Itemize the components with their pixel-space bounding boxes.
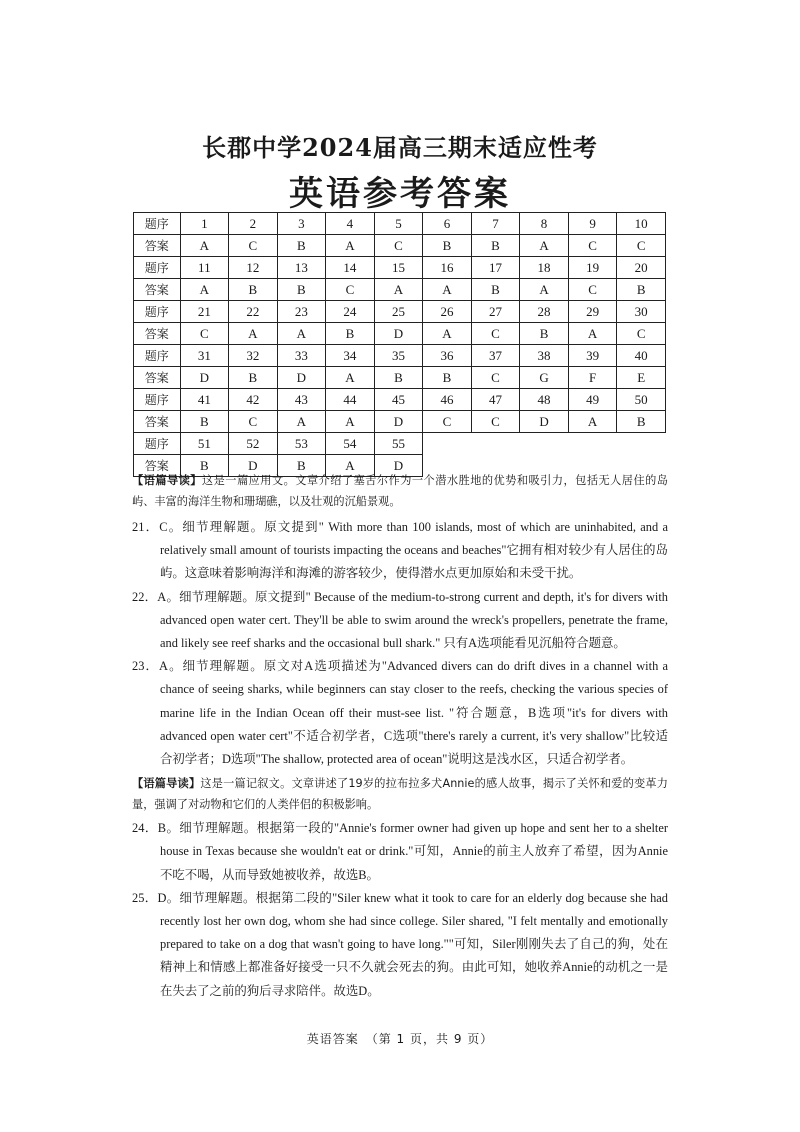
passage-intro-2 (132, 773, 668, 815)
answer-row (134, 235, 666, 257)
question-number-cell: 27 (471, 301, 520, 323)
answer-cell: B (423, 367, 472, 389)
question-number-cell: 34 (326, 345, 375, 367)
question-number-cell: 3 (277, 213, 326, 235)
subject-title: 英语参考答案 (289, 174, 511, 214)
question-number-cell: 41 (180, 389, 229, 411)
row-label: 答案 (134, 279, 181, 301)
question-number-cell: 4 (326, 213, 375, 235)
answer-cell: C (471, 411, 520, 433)
answer-cell: B (520, 323, 569, 345)
question-number-cell: 30 (617, 301, 666, 323)
question-number-cell: 29 (568, 301, 617, 323)
answer-cell: C (374, 235, 423, 257)
answer-cell: B (180, 455, 229, 477)
answer-cell: A (229, 323, 278, 345)
question-number-cell: 33 (277, 345, 326, 367)
answer-cell: A (568, 323, 617, 345)
question-number-cell: 38 (520, 345, 569, 367)
answer-cell: A (326, 455, 375, 477)
question-number-cell: 18 (520, 257, 569, 279)
answer-row (134, 367, 666, 389)
answer-cell: B (180, 411, 229, 433)
answer-cell: B (277, 455, 326, 477)
answer-cell: C (326, 279, 375, 301)
explanation-q21: 21．C。细节理解题。原文提到" With more than 100 islands, most of which are uninhabited, and a relatively small amount of tourists impacting the oceans and beaches"它拥有相对较少有人居住的岛屿。这意味着影响海洋和海滩的游客较少，使得潜水点更加原始和未受干扰。 (132, 520, 668, 581)
question-number-cell: 12 (229, 257, 278, 279)
row-label: 题序 (134, 257, 181, 279)
question-number-cell: 13 (277, 257, 326, 279)
answer-cell: B (471, 235, 520, 257)
question-number-cell: 1 (180, 213, 229, 235)
question-number-cell: 32 (229, 345, 278, 367)
answer-cell: B (617, 279, 666, 301)
answer-cell: C (568, 279, 617, 301)
answer-cell: B (229, 367, 278, 389)
empty-cell (423, 433, 666, 455)
question-number-cell: 7 (471, 213, 520, 235)
answer-cell: B (471, 279, 520, 301)
answer-cell: C (617, 323, 666, 345)
question-number-cell: 48 (520, 389, 569, 411)
answer-cell: D (180, 367, 229, 389)
row-label: 答案 (134, 367, 181, 389)
question-number-cell: 5 (374, 213, 423, 235)
answer-cell: G (520, 367, 569, 389)
answer-cell: A (326, 367, 375, 389)
question-number-cell: 39 (568, 345, 617, 367)
row-label: 题序 (134, 345, 181, 367)
answer-cell: A (520, 235, 569, 257)
question-number-cell: 16 (423, 257, 472, 279)
answer-cell: A (423, 279, 472, 301)
question-number-cell: 26 (423, 301, 472, 323)
row-label: 答案 (134, 323, 181, 345)
question-number-cell: 55 (374, 433, 423, 455)
answer-cell: C (423, 411, 472, 433)
question-number-cell: 6 (423, 213, 472, 235)
question-number-cell: 15 (374, 257, 423, 279)
answer-cell: A (180, 279, 229, 301)
question-number-cell: 43 (277, 389, 326, 411)
answer-cell: B (229, 279, 278, 301)
question-row (134, 257, 666, 279)
question-number-cell: 23 (277, 301, 326, 323)
question-number-cell: 31 (180, 345, 229, 367)
question-number-cell: 44 (326, 389, 375, 411)
question-number-cell: 35 (374, 345, 423, 367)
answer-cell: D (374, 411, 423, 433)
question-number-cell: 8 (520, 213, 569, 235)
question-row (134, 433, 666, 455)
question-row (134, 389, 666, 411)
answer-cell: C (568, 235, 617, 257)
answer-cell: A (277, 323, 326, 345)
question-number-cell: 36 (423, 345, 472, 367)
explanation-q22: 22．A。细节理解题。原文提到" Because of the medium-to-strong current and depth, it's for divers with advanced open water cert. They'll be able to swim around the wreck's propellers, penetrate the frame, and likely see reef sharks and the occasional bull shark." 只有A选项能看见沉船符合题意。 (132, 589, 668, 651)
question-number-cell: 10 (617, 213, 666, 235)
answer-row (134, 411, 666, 433)
explanation-q24: 24．B。细节理解题。根据第一段的"Annie's former owner had given up hope and sent her to a shelter house in Texas because she wouldn't eat or drink."可知，Annie的前主人放弃了希望，因为Annie不吃不喝，从而导致她被收养，故选B。 (132, 821, 668, 882)
answer-cell: B (617, 411, 666, 433)
question-number-cell: 52 (229, 433, 278, 455)
question-number-cell: 14 (326, 257, 375, 279)
question-number-cell: 11 (180, 257, 229, 279)
answer-cell: A (326, 235, 375, 257)
question-number-cell: 25 (374, 301, 423, 323)
answer-cell: C (180, 323, 229, 345)
question-number-cell: 28 (520, 301, 569, 323)
answer-cell: B (423, 235, 472, 257)
question-number-cell: 47 (471, 389, 520, 411)
answer-table (133, 212, 666, 477)
explanation-q23: 23．A。细节理解题。原文对A选项描述为"Advanced divers can do drift dives in a channel with a chance of seeing sharks, while beginners can stay closer to the reefs, checking the various species of marine life in the Indian Ocean off their must-see list. "符合题意，B选项"it's for divers with advanced open water cert"不适合初学者，C选项"there's rarely a current, it's very shallow"比较适合初学者；D选项"The shallow, protected area of ocean"说明这是浅水区，只适合初学者。 (132, 659, 668, 767)
question-number-cell: 42 (229, 389, 278, 411)
answer-cell: C (229, 411, 278, 433)
answer-cell: A (423, 323, 472, 345)
answer-cell: A (180, 235, 229, 257)
row-label: 答案 (134, 235, 181, 257)
answer-cell: D (374, 455, 423, 477)
answer-cell: B (326, 323, 375, 345)
intro-text: 这是一篇应用文。文章介绍了塞舌尔作为一个潜水胜地的优势和吸引力，包括无人居住的岛屿、丰富的海洋生物和珊瑚礁，以及壮观的沉船景观。 (132, 474, 668, 508)
answer-row (134, 323, 666, 345)
answer-cell: C (617, 235, 666, 257)
school-exam-title: 长郡中学2024届高三期末适应性考 (202, 133, 598, 162)
question-number-cell: 24 (326, 301, 375, 323)
answer-cell: A (277, 411, 326, 433)
row-label: 题序 (134, 389, 181, 411)
row-label: 题序 (134, 433, 181, 455)
answer-row (134, 279, 666, 301)
answer-cell: C (471, 323, 520, 345)
answer-cell: B (374, 367, 423, 389)
answer-cell: A (326, 411, 375, 433)
row-label: 答案 (134, 455, 181, 477)
question-number-cell: 50 (617, 389, 666, 411)
answer-cell: F (568, 367, 617, 389)
page-footer: 英语答案 （第 1 页，共 9 页） (306, 1032, 494, 1046)
passage-intro-1 (132, 470, 668, 512)
answer-cell: E (617, 367, 666, 389)
explanation-q25: 25．D。细节理解题。根据第二段的"Siler knew what it took to care for an elderly dog because she had recently lost her own dog, whom she had since college. Siler shared, "I felt mentally and emotionally prepared to take on a dog that wasn't going to have long.""可知，Siler刚刚失去了自己的狗，处在精神上和情感上都准备好接受一只不久就会死去的狗。由此可知，她收养Annie的动机之一是在失去了之前的狗后寻求陪伴。故选D。 (132, 890, 668, 998)
answer-cell: C (229, 235, 278, 257)
intro-tag: 【语篇导读】 (132, 777, 201, 791)
intro-text: 这是一篇记叙文。文章讲述了19岁的拉布拉多犬Annie的感人故事，揭示了关怀和爱的变革力量，强调了对动物和它们的人类伴侣的积极影响。 (132, 777, 668, 812)
question-number-cell: 2 (229, 213, 278, 235)
question-number-cell: 53 (277, 433, 326, 455)
answer-cell: A (568, 411, 617, 433)
question-number-cell: 22 (229, 301, 278, 323)
question-number-cell: 9 (568, 213, 617, 235)
answer-cell: A (374, 279, 423, 301)
question-number-cell: 49 (568, 389, 617, 411)
row-label: 题序 (134, 213, 181, 235)
answer-cell: D (374, 323, 423, 345)
question-number-cell: 46 (423, 389, 472, 411)
passage-analysis (132, 470, 668, 1003)
row-label: 题序 (134, 301, 181, 323)
question-number-cell: 19 (568, 257, 617, 279)
answer-cell: C (471, 367, 520, 389)
intro-tag: 【语篇导读】 (132, 474, 202, 487)
question-number-cell: 21 (180, 301, 229, 323)
answer-cell: B (277, 235, 326, 257)
question-number-cell: 54 (326, 433, 375, 455)
question-number-cell: 45 (374, 389, 423, 411)
question-number-cell: 51 (180, 433, 229, 455)
question-number-cell: 40 (617, 345, 666, 367)
question-row (134, 345, 666, 367)
row-label: 答案 (134, 411, 181, 433)
answer-cell: A (520, 279, 569, 301)
answer-cell: B (277, 279, 326, 301)
answer-cell: D (520, 411, 569, 433)
question-row (134, 213, 666, 235)
answer-cell: D (229, 455, 278, 477)
question-number-cell: 17 (471, 257, 520, 279)
answer-cell: D (277, 367, 326, 389)
question-row (134, 301, 666, 323)
question-number-cell: 20 (617, 257, 666, 279)
question-number-cell: 37 (471, 345, 520, 367)
